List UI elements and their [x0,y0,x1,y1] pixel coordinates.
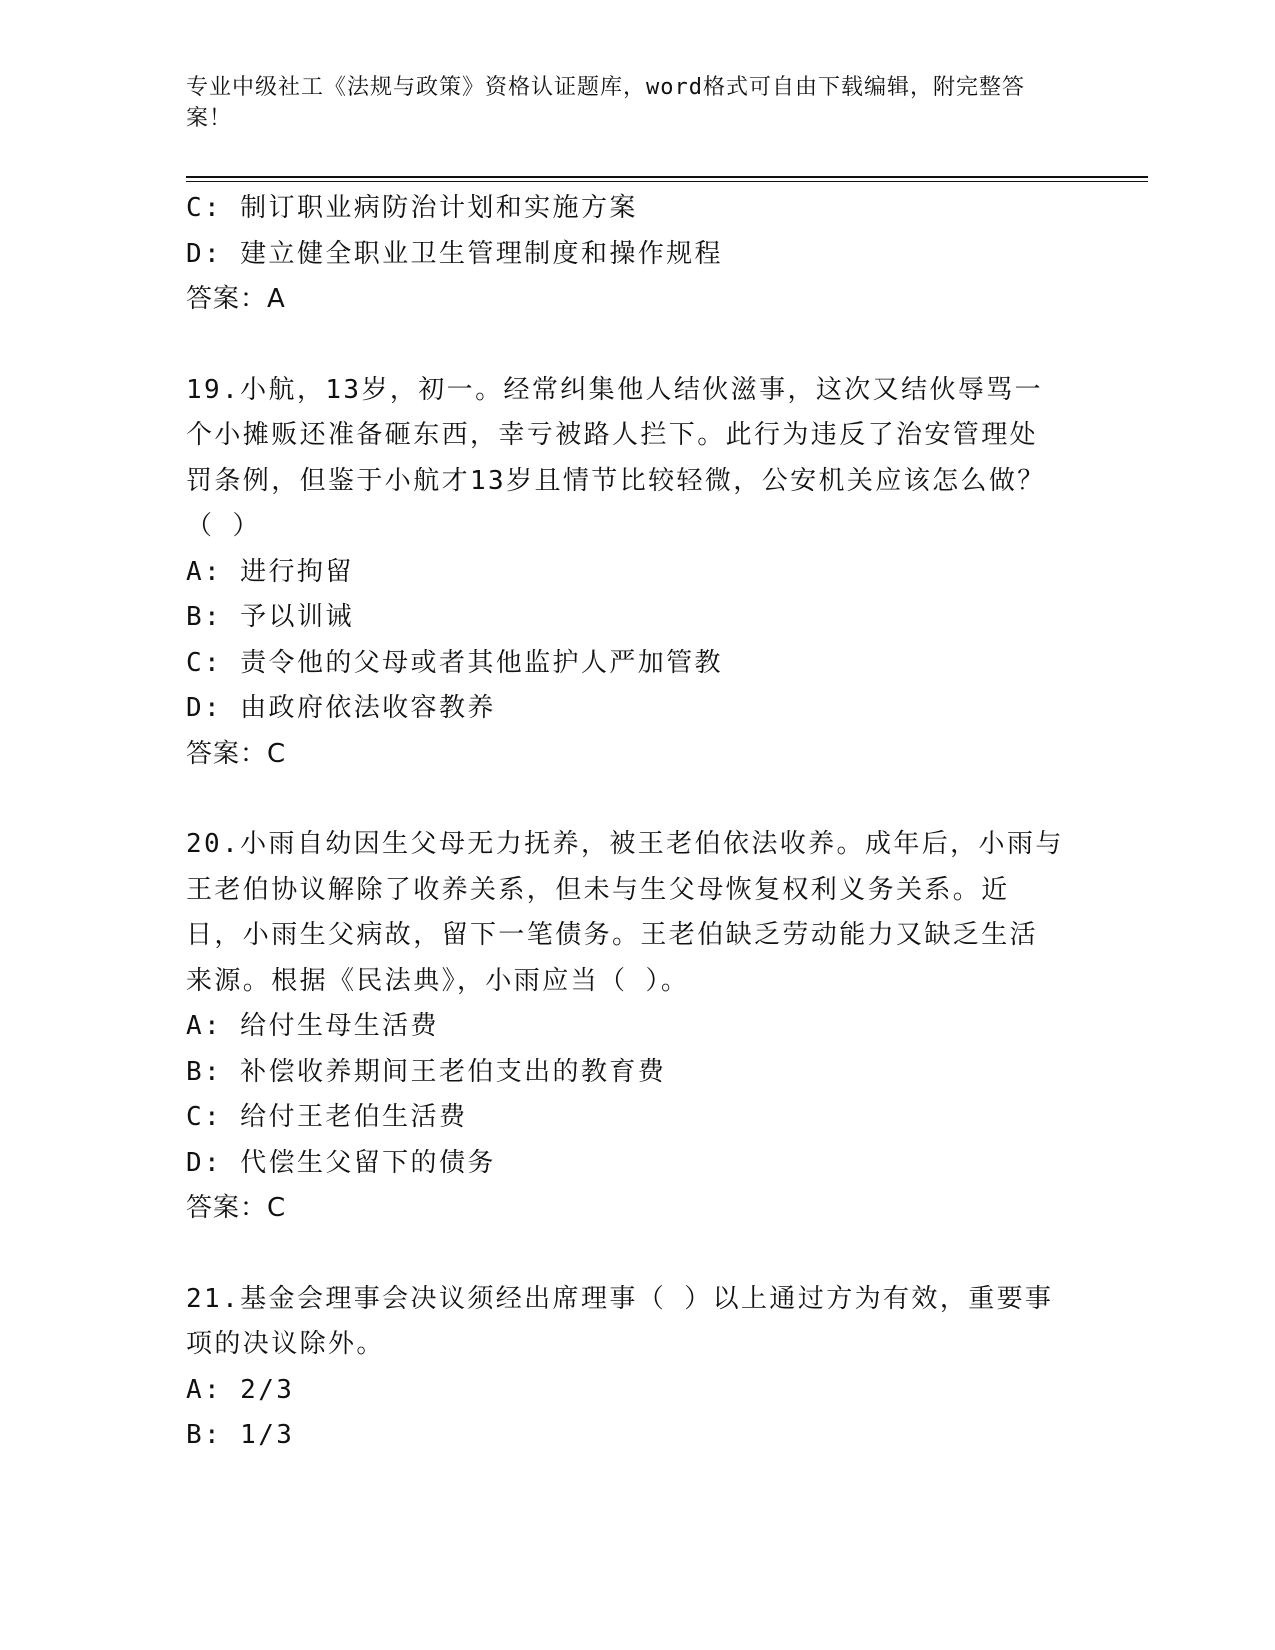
question-stem: 20.小雨自幼因生父母无力抚养，被王老伯依法收养。成年后，小雨与王老伯协议解除了收养关系，但未与生父母恢复权利义务关系。近日，小雨生父病故，留下一笔债务。王老伯缺乏劳动能力又缺乏生活来源。根据《民法典》，小雨应当（ ）。 [186,829,1064,996]
question-21 [186,1277,1086,1459]
option-d: D: 由政府依法收容教养 [186,693,496,723]
option-c: C: 给付王老伯生活费 [186,1102,468,1132]
option-a: A: 给付生母生活费 [186,1011,439,1041]
option-d: D: 建立健全职业卫生管理制度和操作规程 [186,238,723,269]
option-c: C: 制订职业病防治计划和实施方案 [186,193,638,223]
question-19 [186,368,1086,778]
option-b: B: 1/3 [186,1420,295,1450]
question-stem: 19.小航，13岁，初一。经常纠集他人结伙滋事，这次又结伙辱骂一个小摊贩还准备砸东西，幸亏被路人拦下。此行为违反了治安管理处罚条例，但鉴于小航才13岁且情节比较轻微，公安机关应该怎么做？（ ） [186,374,1046,541]
header-divider-thick [186,176,1148,178]
option-b: B: 予以训诫 [186,602,354,632]
header-divider-thin [186,181,1148,182]
option-a: A: 进行拘留 [186,556,354,587]
answer-line: 答案：A [186,284,286,314]
option-c: C: 责令他的父母或者其他监护人严加管教 [186,647,723,678]
option-a: A: 2/3 [186,1374,295,1405]
question-stem: 21.基金会理事会决议须经出席理事（ ）以上通过方为有效，重要事项的决议除外。 [186,1283,1054,1359]
document-body [186,186,1086,1459]
document-header: 专业中级社工《法规与政策》资格认证题库，word格式可自由下载编辑，附完整答案！ [186,75,1025,131]
option-b: B: 补偿收养期间王老伯支出的教育费 [186,1056,667,1087]
previous-question-tail [186,186,1086,323]
question-20 [186,822,1086,1232]
option-d: D: 代偿生父留下的债务 [186,1147,496,1178]
answer-line: 答案：C [186,1193,287,1223]
answer-line: 答案：C [186,738,287,769]
